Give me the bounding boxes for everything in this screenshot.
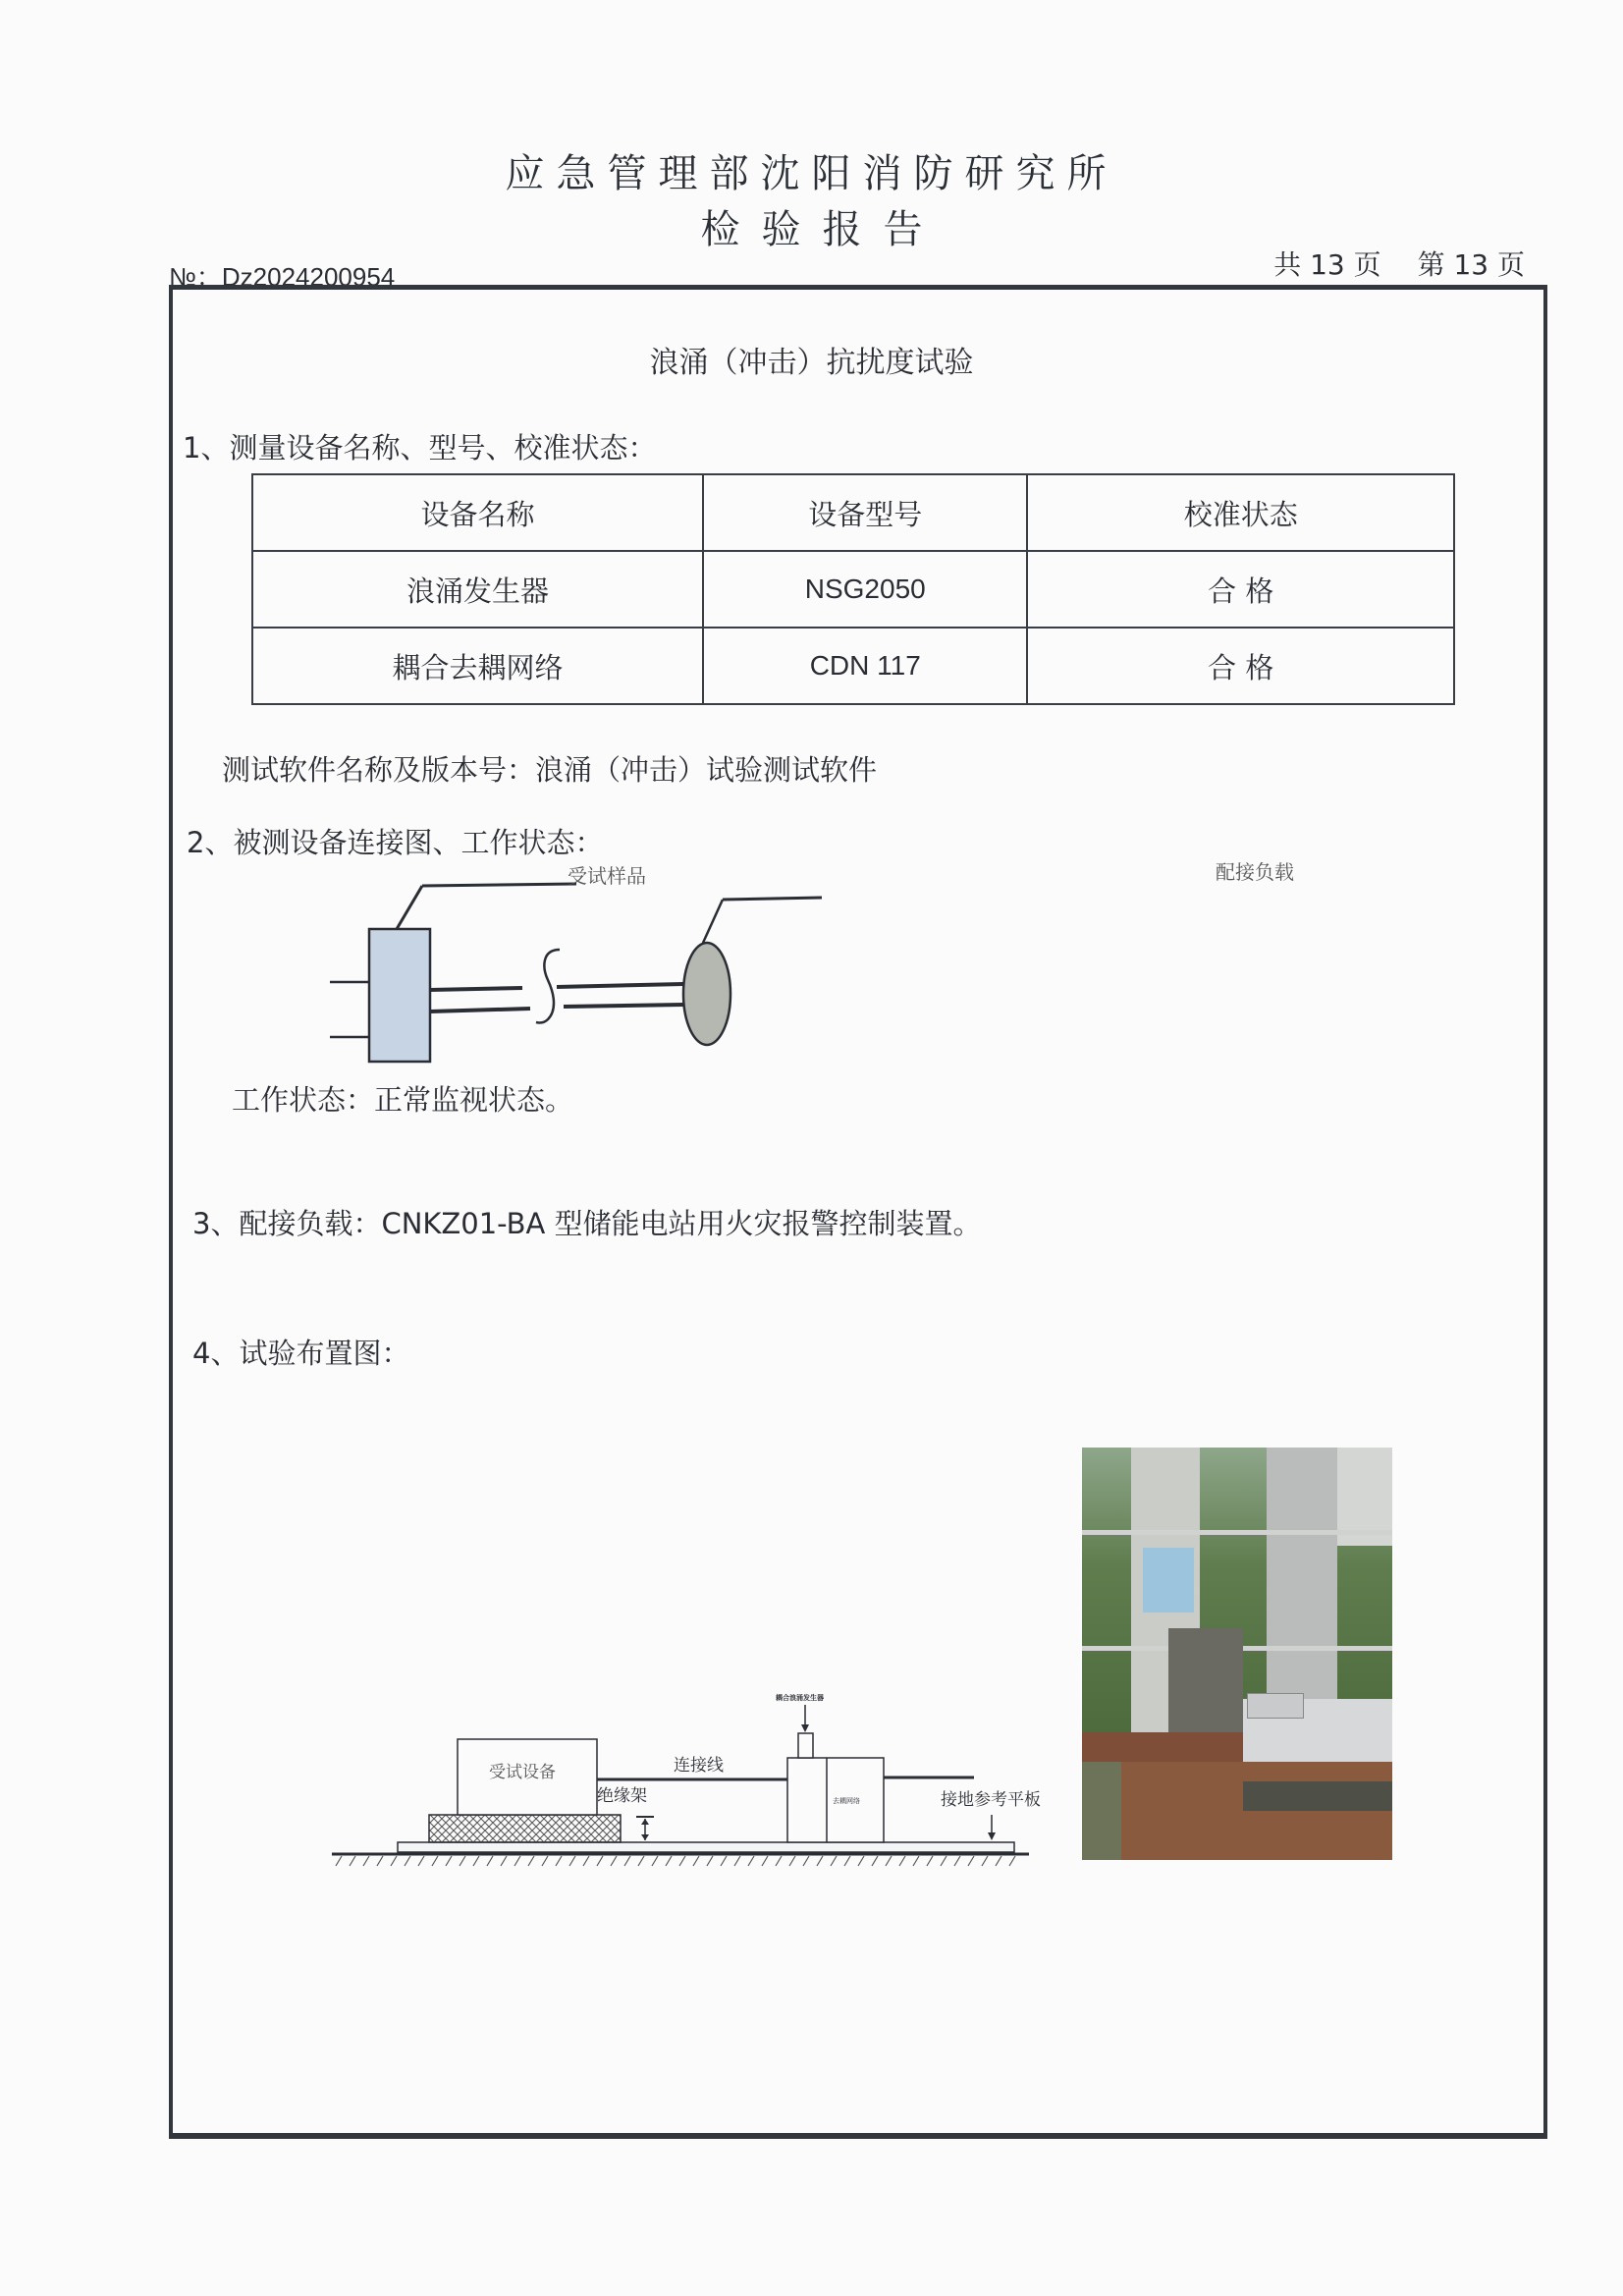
ground-plane-icon [398,1842,1014,1852]
layout-cable-label: 连接线 [674,1756,724,1776]
connection-diagram [324,854,1404,1080]
layout-cdn-label: 去耦网络 [833,1797,860,1805]
load-label: 配接负载 [1216,860,1294,884]
current-page: 第 13 页 [1417,248,1525,281]
table-header-row [252,474,1454,551]
section-title: 浪涌（冲击）抗扰度试验 [649,346,974,380]
document-title: 检验报告 [700,207,945,252]
page-info [1246,244,1525,283]
working-state: 工作状态：正常监视状态。 [232,1083,574,1117]
table-row [252,628,1454,704]
column-header: 设备名称 [252,474,703,551]
organization-title: 应急管理部沈阳消防研究所 [505,151,1118,196]
section3-text: 3、配接负载：CNKZ01-BA 型储能电站用火灾报警控制装置。 [192,1207,982,1240]
equipment-table [251,473,1455,705]
layout-ground-plane-label: 接地参考平板 [941,1790,1041,1810]
report-number: №：Dz2024200954 [169,262,396,292]
total-pages: 共 13 页 [1273,248,1381,281]
column-header: 设备型号 [703,474,1027,551]
software-info: 测试软件名称及版本号：浪涌（冲击）试验测试软件 [222,753,878,787]
test-layout-diagram [324,1669,1051,1886]
eut-box-icon [369,929,430,1062]
equipment-name: 耦合去耦网络 [252,628,703,704]
load-icon [683,943,730,1045]
eut-label: 受试样品 [568,864,646,888]
section2-heading: 2、被测设备连接图、工作状态： [187,826,604,859]
table-row [252,551,1454,628]
equipment-name: 浪涌发生器 [252,551,703,628]
calibration-status: 合 格 [1027,628,1454,704]
test-setup-photo [1082,1448,1392,1860]
layout-eut-label: 受试设备 [489,1763,556,1782]
section1-heading: 1、测量设备名称、型号、校准状态： [183,431,657,465]
insulation-icon [429,1815,621,1842]
column-header: 校准状态 [1027,474,1454,551]
equipment-model: CDN 117 [703,628,1027,704]
section4-heading: 4、试验布置图： [192,1337,410,1370]
layout-insulation-label: 绝缘架 [597,1786,647,1806]
calibration-status: 合 格 [1027,551,1454,628]
layout-generator-label: 耦合浪涌发生器 [776,1694,824,1702]
equipment-model: NSG2050 [703,551,1027,628]
